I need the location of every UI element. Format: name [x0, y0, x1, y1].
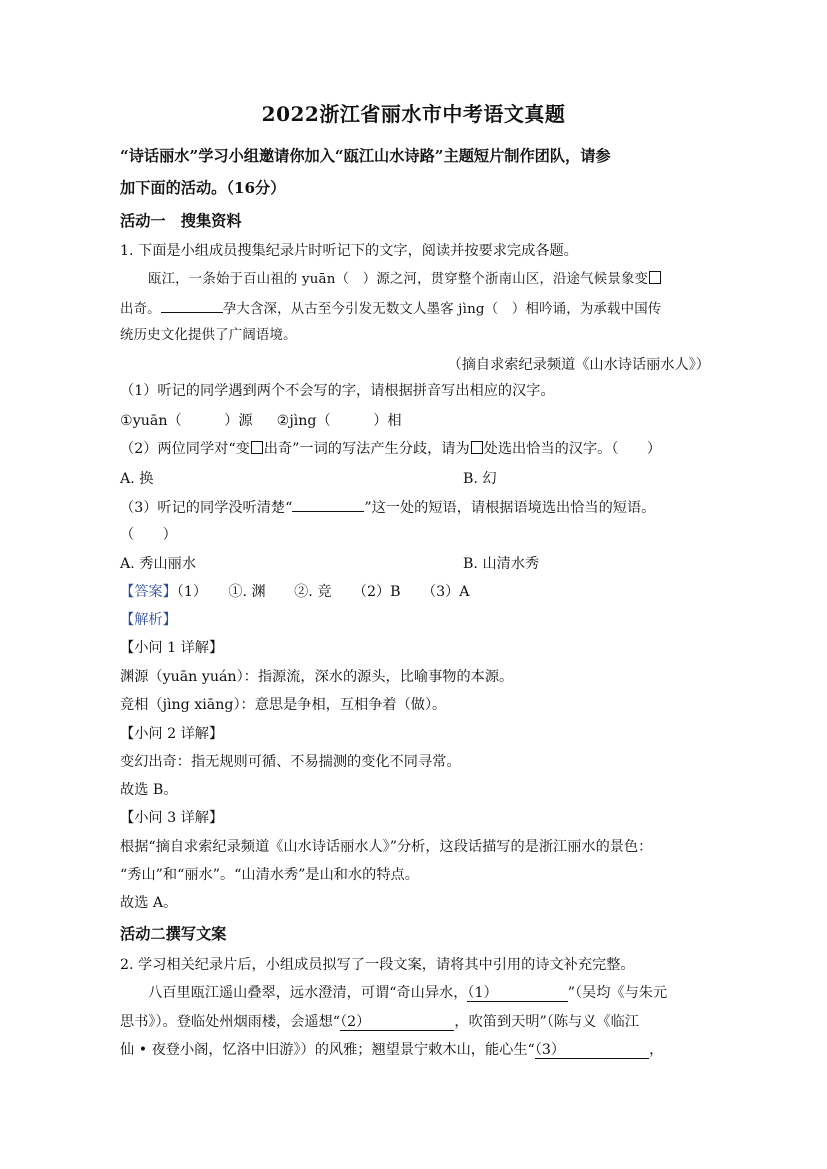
q1-answer [120, 582, 710, 602]
sub2-text: 出奇”一词的写法产生分歧，请为 [263, 441, 470, 457]
q1-passage-line-2 [120, 298, 710, 320]
q1-sub1-items [120, 411, 710, 431]
q2-text: ，吹笛到天明”（陈与义《临江 [454, 1014, 639, 1030]
sub1-item-b: ②jìng（ ）相 [276, 413, 402, 429]
blank-number: （1） [467, 985, 498, 1001]
q1-passage-line-3: 统历史文化提供了广阔语境。 [120, 328, 297, 343]
passage-text: 瓯江，一条始于百山祖的 yuān（ ）源之河，贯穿整个浙南山区，沿途气候景象变 [148, 272, 649, 287]
q1-stem: 1. 下面是小组成员搜集纪录片时听记下的文字，阅读并按要求完成各题。 [120, 243, 578, 259]
q1-sub3-options [120, 554, 710, 574]
phrase-blank [161, 298, 223, 313]
phrase-blank [292, 497, 364, 512]
missing-char-box [649, 271, 661, 284]
q1-sub2-stem [120, 439, 710, 459]
sub2-text: 处选出恰当的汉字。（ ） [483, 441, 662, 457]
passage-text: 出奇。 [120, 302, 161, 317]
intro-line-1: “诗话丽水”学习小组邀请你加入“瓯江山水诗路”主题短片制作团队，请参 [120, 147, 611, 165]
q1-passage-line-1 [148, 270, 710, 290]
sub3-option-a: A. 秀山丽水 [120, 556, 197, 572]
missing-char-box [471, 441, 483, 454]
missing-char-box [251, 441, 263, 454]
sub1-item-a: ①yuān（ ）源 [120, 413, 253, 429]
q1-sub3-stem [120, 497, 710, 518]
q1-analysis-label: 【解析】 [120, 612, 177, 628]
detail3-line-1: 根据“摘自求索纪录频道《山水诗话丽水人》”分析，这段话描写的是浙江丽水的景色： [120, 839, 653, 855]
q2-passage-line-2 [120, 1012, 710, 1032]
fill-blank-2 [340, 1014, 454, 1031]
detail1-line-2: 竞相（jìng xiāng）：意思是争相，互相争着（做）。 [120, 697, 447, 713]
q2-text: ”（吴均《与朱元 [567, 985, 668, 1001]
detail3-heading: 【小问 3 详解】 [120, 810, 224, 826]
q2-text: 思书》）。登临处州烟雨楼，会遥想“ [120, 1014, 341, 1030]
answer-text: （1） ①. 渊 ②. 竞 （2）B （3）A [176, 584, 470, 600]
q1-source: （摘自求索纪录频道《山水诗话丽水人》） [447, 357, 710, 373]
activity2-heading: 活动二撰写文案 [120, 925, 227, 943]
detail1-heading: 【小问 1 详解】 [120, 640, 224, 656]
fill-blank-3 [535, 1042, 649, 1059]
detail2-line-1: 变幻出奇：指无规则可循、不易揣测的变化不同寻常。 [120, 754, 461, 770]
q1-sub2-options [120, 469, 710, 489]
fill-blank-1 [467, 985, 567, 1002]
sub3-option-b: B. 山清水秀 [463, 556, 540, 572]
page-title: 2022浙江省丽水市中考语文真题 [261, 102, 566, 126]
detail2-heading: 【小问 2 详解】 [120, 726, 224, 742]
sub2-option-b: B. 幻 [463, 471, 497, 487]
answer-label: 【答案】 [120, 584, 177, 600]
q2-passage-line-3 [120, 1040, 710, 1060]
sub2-option-a: A. 换 [120, 471, 154, 487]
q2-passage-line-1 [148, 983, 710, 1003]
detail3-line-2: “秀山”和“丽水”。“山清水秀”是山和水的特点。 [120, 867, 419, 883]
blank-number: （2） [340, 1014, 371, 1030]
activity1-heading: 活动一 搜集资料 [120, 212, 242, 230]
detail3-line-3: 故选 A。 [120, 895, 178, 911]
q2-text: 仙 • 夜登小阁，忆洛中旧游》）的风雅；翘望景宁敕木山，能心生“ [120, 1042, 535, 1058]
q2-stem: 2. 学习相关纪录片后，小组成员拟写了一段文案，请将其中引用的诗文补充完整。 [120, 957, 635, 973]
q2-text: ， [649, 1042, 664, 1058]
q2-text: 八百里瓯江遥山叠翠，远水澄清，可谓“奇山异水， [148, 985, 468, 1001]
sub2-text: （2）两位同学对“变 [120, 441, 250, 457]
blank-number: （3） [534, 1042, 566, 1058]
intro-line-2: 加下面的活动。（16分） [120, 179, 286, 197]
q1-sub1-stem: （1）听记的同学遇到两个不会写的字，请根据拼音写出相应的汉字。 [120, 383, 555, 399]
sub3-text: ”这一处的短语，请根据语境选出恰当的短语。 [364, 500, 656, 516]
detail1-line-1: 渊源（yuān yuán）：指源流，深水的源头，比喻事物的本源。 [120, 669, 514, 685]
sub3-text: （3）听记的同学没听清楚“ [120, 500, 293, 516]
detail2-line-2: 故选 B。 [120, 782, 178, 798]
q1-sub3-paren: （ ） [120, 527, 177, 543]
passage-text: 孕大含深，从古至今引发无数文人墨客 jìng（ ）相吟诵，为承载中国传 [222, 302, 662, 317]
